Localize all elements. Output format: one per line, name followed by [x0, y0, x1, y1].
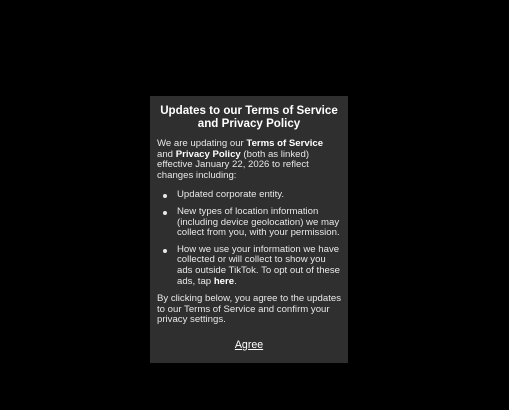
bullet-icon — [163, 211, 167, 215]
changes-list — [157, 190, 341, 287]
terms-of-service-link[interactable]: Terms of Service — [246, 138, 324, 149]
intro-text-1: We are updating our — [157, 138, 247, 149]
terms-update-dialog — [150, 96, 348, 363]
list-item-text: How we use your information we have collected or will collect to show you ads outside TikTok. To opt out of these ads, tap — [177, 243, 341, 287]
dialog-intro — [157, 139, 341, 181]
agree-button[interactable]: Agree — [234, 338, 264, 351]
list-item — [157, 190, 341, 201]
intro-text-3: (both as linked) effective January 22, 2026 to reflect changes including: — [157, 148, 310, 181]
dialog-title: Updates to our Terms of Service and Privacy Policy — [160, 104, 338, 130]
privacy-policy-link[interactable]: Privacy Policy — [175, 148, 241, 160]
agreement-text: By clicking below, you agree to the updates to our Terms of Service and confirm your privacy settings. — [157, 293, 341, 326]
list-item-text: Updated corporate entity. — [177, 189, 285, 201]
list-item-end: . — [234, 275, 237, 287]
opt-out-here-link[interactable]: here — [213, 275, 235, 287]
list-item — [157, 207, 341, 239]
bullet-icon — [163, 194, 167, 198]
intro-text-2: and — [157, 148, 176, 160]
list-item-text: New types of location information (including device geolocation) we may collect from you, with your permission. — [177, 205, 340, 239]
bullet-icon — [163, 249, 167, 253]
list-item — [157, 245, 341, 287]
